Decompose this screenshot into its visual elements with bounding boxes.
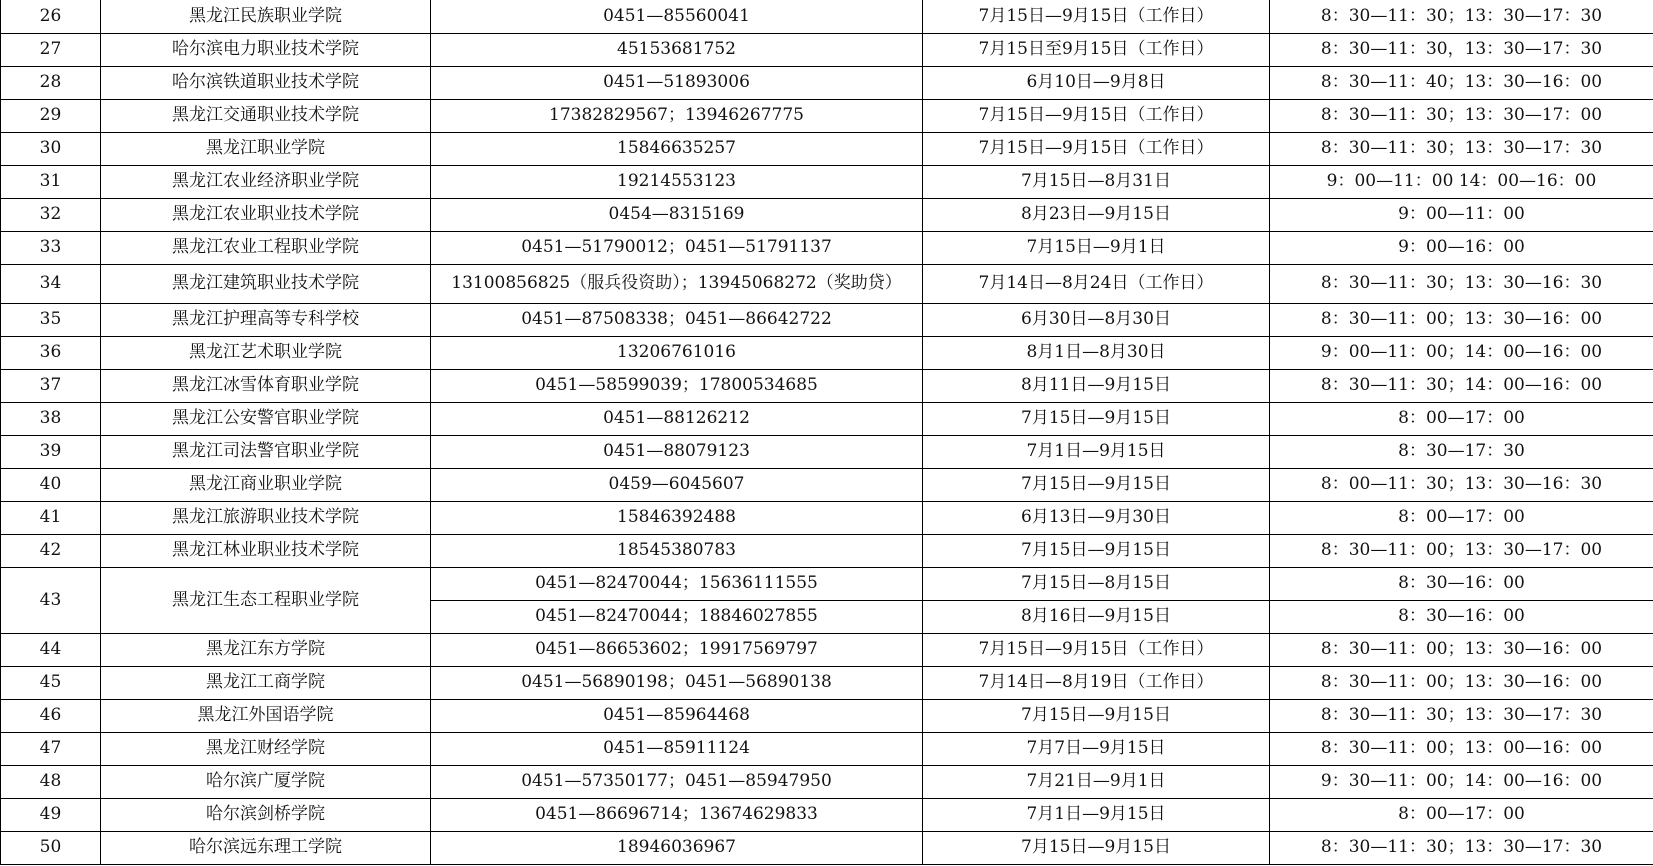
table-row — [1, 198, 1653, 231]
office-hours: 8：00—17：00 — [1270, 501, 1653, 534]
school-name: 黑龙江财经学院 — [101, 732, 431, 765]
school-name: 黑龙江林业职业技术学院 — [101, 534, 431, 567]
contact-phone: 0451—51790012；0451—51791137 — [431, 231, 923, 264]
service-period: 8月16日—9月15日 — [923, 600, 1270, 633]
office-hours: 8：30—11：00；13：30—16：00 — [1270, 666, 1653, 699]
school-name: 黑龙江建筑职业技术学院 — [101, 264, 431, 303]
row-number: 42 — [1, 534, 101, 567]
office-hours: 9：00—16：00 — [1270, 231, 1653, 264]
contact-phone: 0454—8315169 — [431, 198, 923, 231]
row-number: 50 — [1, 831, 101, 864]
school-name: 黑龙江艺术职业学院 — [101, 336, 431, 369]
school-name: 哈尔滨剑桥学院 — [101, 798, 431, 831]
row-number: 27 — [1, 33, 101, 66]
contact-phone: 19214553123 — [431, 165, 923, 198]
service-period: 7月15日至9月15日（工作日） — [923, 33, 1270, 66]
office-hours: 8：30—11：30；13：30—17：30 — [1270, 132, 1653, 165]
contact-phone: 0451—85560041 — [431, 0, 923, 33]
table-row — [1, 99, 1653, 132]
contact-phone: 0451—87508338；0451—86642722 — [431, 303, 923, 336]
office-hours: 8：00—11：30；13：30—16：30 — [1270, 468, 1653, 501]
service-period: 7月15日—9月15日 — [923, 831, 1270, 864]
row-number: 35 — [1, 303, 101, 336]
table-row — [1, 165, 1653, 198]
row-number: 37 — [1, 369, 101, 402]
office-hours: 8：30—11：30；13：30—17：30 — [1270, 0, 1653, 33]
office-hours: 8：30—17：30 — [1270, 435, 1653, 468]
row-number: 34 — [1, 264, 101, 303]
office-hours: 9：00—11：00 14：00—16：00 — [1270, 165, 1653, 198]
office-hours: 9：30—11：00；14：00—16：00 — [1270, 765, 1653, 798]
contact-phone: 13206761016 — [431, 336, 923, 369]
school-name: 黑龙江民族职业学院 — [101, 0, 431, 33]
service-period: 7月14日—8月24日（工作日） — [923, 264, 1270, 303]
service-period: 8月11日—9月15日 — [923, 369, 1270, 402]
table-row — [1, 435, 1653, 468]
school-name: 哈尔滨远东理工学院 — [101, 831, 431, 864]
school-name: 黑龙江交通职业技术学院 — [101, 99, 431, 132]
table-row — [1, 534, 1653, 567]
office-hours: 8：30—11：00；13：30—16：00 — [1270, 303, 1653, 336]
table-row — [1, 66, 1653, 99]
school-name: 黑龙江旅游职业技术学院 — [101, 501, 431, 534]
school-name: 黑龙江公安警官职业学院 — [101, 402, 431, 435]
office-hours: 8：30—11：30；13：30—16：30 — [1270, 264, 1653, 303]
contact-phone: 0459—6045607 — [431, 468, 923, 501]
school-name: 黑龙江东方学院 — [101, 633, 431, 666]
row-number: 36 — [1, 336, 101, 369]
service-period: 7月1日—9月15日 — [923, 798, 1270, 831]
table-row — [1, 231, 1653, 264]
contact-phone: 0451—58599039；17800534685 — [431, 369, 923, 402]
table-row — [1, 501, 1653, 534]
row-number: 44 — [1, 633, 101, 666]
table-row — [1, 666, 1653, 699]
service-period: 7月1日—9月15日 — [923, 435, 1270, 468]
table-row — [1, 33, 1653, 66]
school-name: 哈尔滨电力职业技术学院 — [101, 33, 431, 66]
row-number: 31 — [1, 165, 101, 198]
office-hours: 8：30—11：30；13：30—17：30 — [1270, 831, 1653, 864]
contact-phone: 0451—57350177；0451—85947950 — [431, 765, 923, 798]
school-name: 黑龙江护理高等专科学校 — [101, 303, 431, 336]
row-number: 29 — [1, 99, 101, 132]
contact-phone: 15846635257 — [431, 132, 923, 165]
row-number: 41 — [1, 501, 101, 534]
table-row — [1, 633, 1653, 666]
service-period: 8月23日—9月15日 — [923, 198, 1270, 231]
service-period: 7月14日—8月19日（工作日） — [923, 666, 1270, 699]
table-row — [1, 567, 1653, 600]
school-name: 黑龙江农业经济职业学院 — [101, 165, 431, 198]
service-period: 7月15日—9月15日 — [923, 534, 1270, 567]
table-row — [1, 699, 1653, 732]
contact-phone: 0451—82470044；15636111555 — [431, 567, 923, 600]
office-hours: 8：30—16：00 — [1270, 567, 1653, 600]
row-number: 30 — [1, 132, 101, 165]
office-hours: 8：30—11：00；13：30—16：00 — [1270, 633, 1653, 666]
contact-phone: 0451—51893006 — [431, 66, 923, 99]
row-number: 32 — [1, 198, 101, 231]
office-hours: 8：00—17：00 — [1270, 798, 1653, 831]
school-name: 黑龙江外国语学院 — [101, 699, 431, 732]
table-row — [1, 402, 1653, 435]
contact-phone: 18946036967 — [431, 831, 923, 864]
row-number: 26 — [1, 0, 101, 33]
service-period: 7月15日—9月15日 — [923, 468, 1270, 501]
table-row — [1, 732, 1653, 765]
contact-phone: 0451—88126212 — [431, 402, 923, 435]
school-name: 黑龙江职业学院 — [101, 132, 431, 165]
school-name: 黑龙江司法警官职业学院 — [101, 435, 431, 468]
service-period: 7月15日—8月31日 — [923, 165, 1270, 198]
contact-phone: 18545380783 — [431, 534, 923, 567]
school-name: 哈尔滨广厦学院 — [101, 765, 431, 798]
table-row — [1, 369, 1653, 402]
contact-phone: 0451—56890198；0451—56890138 — [431, 666, 923, 699]
table-row — [1, 831, 1653, 864]
office-hours: 8：30—16：00 — [1270, 600, 1653, 633]
row-number: 33 — [1, 231, 101, 264]
row-number: 28 — [1, 66, 101, 99]
row-number: 40 — [1, 468, 101, 501]
service-period: 6月10日—9月8日 — [923, 66, 1270, 99]
school-name: 哈尔滨铁道职业技术学院 — [101, 66, 431, 99]
service-period: 6月30日—8月30日 — [923, 303, 1270, 336]
service-period: 8月1日—8月30日 — [923, 336, 1270, 369]
row-number: 39 — [1, 435, 101, 468]
office-hours: 8：30—11：00；13：30—17：00 — [1270, 534, 1653, 567]
school-name: 黑龙江农业职业技术学院 — [101, 198, 431, 231]
office-hours: 8：30—11：40；13：30—16：00 — [1270, 66, 1653, 99]
table-row — [1, 468, 1653, 501]
service-period: 7月15日—9月15日（工作日） — [923, 132, 1270, 165]
contact-phone: 0451—88079123 — [431, 435, 923, 468]
service-period: 7月15日—9月15日 — [923, 699, 1270, 732]
school-name: 黑龙江商业职业学院 — [101, 468, 431, 501]
contact-phone: 15846392488 — [431, 501, 923, 534]
contact-phone: 0451—82470044；18846027855 — [431, 600, 923, 633]
row-number: 47 — [1, 732, 101, 765]
contact-phone: 17382829567；13946267775 — [431, 99, 923, 132]
office-hours: 8：30—11：30；13：30—17：30 — [1270, 699, 1653, 732]
table-row — [1, 336, 1653, 369]
school-name: 黑龙江工商学院 — [101, 666, 431, 699]
office-hours: 8：30—11：30；14：00—16：00 — [1270, 369, 1653, 402]
contact-phone: 0451—86653602；19917569797 — [431, 633, 923, 666]
office-hours: 8：00—17：00 — [1270, 402, 1653, 435]
service-period: 7月7日—9月15日 — [923, 732, 1270, 765]
school-name: 黑龙江生态工程职业学院 — [101, 567, 431, 633]
contact-phone: 0451—85964468 — [431, 699, 923, 732]
contact-phone: 45153681752 — [431, 33, 923, 66]
service-period: 7月15日—9月1日 — [923, 231, 1270, 264]
contact-phone: 0451—85911124 — [431, 732, 923, 765]
office-hours: 9：00—11：00；14：00—16：00 — [1270, 336, 1653, 369]
contact-phone: 13100856825（服兵役资助）；13945068272（奖助贷） — [431, 264, 923, 303]
row-number: 45 — [1, 666, 101, 699]
service-period: 6月13日—9月30日 — [923, 501, 1270, 534]
service-period: 7月21日—9月1日 — [923, 765, 1270, 798]
table-row — [1, 132, 1653, 165]
school-name: 黑龙江农业工程职业学院 — [101, 231, 431, 264]
table-row — [1, 798, 1653, 831]
office-hours: 9：00—11：00 — [1270, 198, 1653, 231]
service-period: 7月15日—9月15日（工作日） — [923, 0, 1270, 33]
office-hours: 8：30—11：00；13：00—16：00 — [1270, 732, 1653, 765]
service-period: 7月15日—9月15日（工作日） — [923, 633, 1270, 666]
row-number: 38 — [1, 402, 101, 435]
office-hours: 8：30—11：30；13：30—17：00 — [1270, 99, 1653, 132]
table-body — [1, 0, 1653, 864]
table-row — [1, 264, 1653, 303]
school-name: 黑龙江冰雪体育职业学院 — [101, 369, 431, 402]
contact-phone: 0451—86696714；13674629833 — [431, 798, 923, 831]
table-row — [1, 765, 1653, 798]
service-period: 7月15日—9月15日（工作日） — [923, 99, 1270, 132]
table-row — [1, 0, 1653, 33]
service-period: 7月15日—9月15日 — [923, 402, 1270, 435]
row-number: 43 — [1, 567, 101, 633]
row-number: 46 — [1, 699, 101, 732]
row-number: 48 — [1, 765, 101, 798]
table-row — [1, 303, 1653, 336]
row-number: 49 — [1, 798, 101, 831]
service-period: 7月15日—8月15日 — [923, 567, 1270, 600]
office-hours: 8：30—11：30，13：30—17：30 — [1270, 33, 1653, 66]
